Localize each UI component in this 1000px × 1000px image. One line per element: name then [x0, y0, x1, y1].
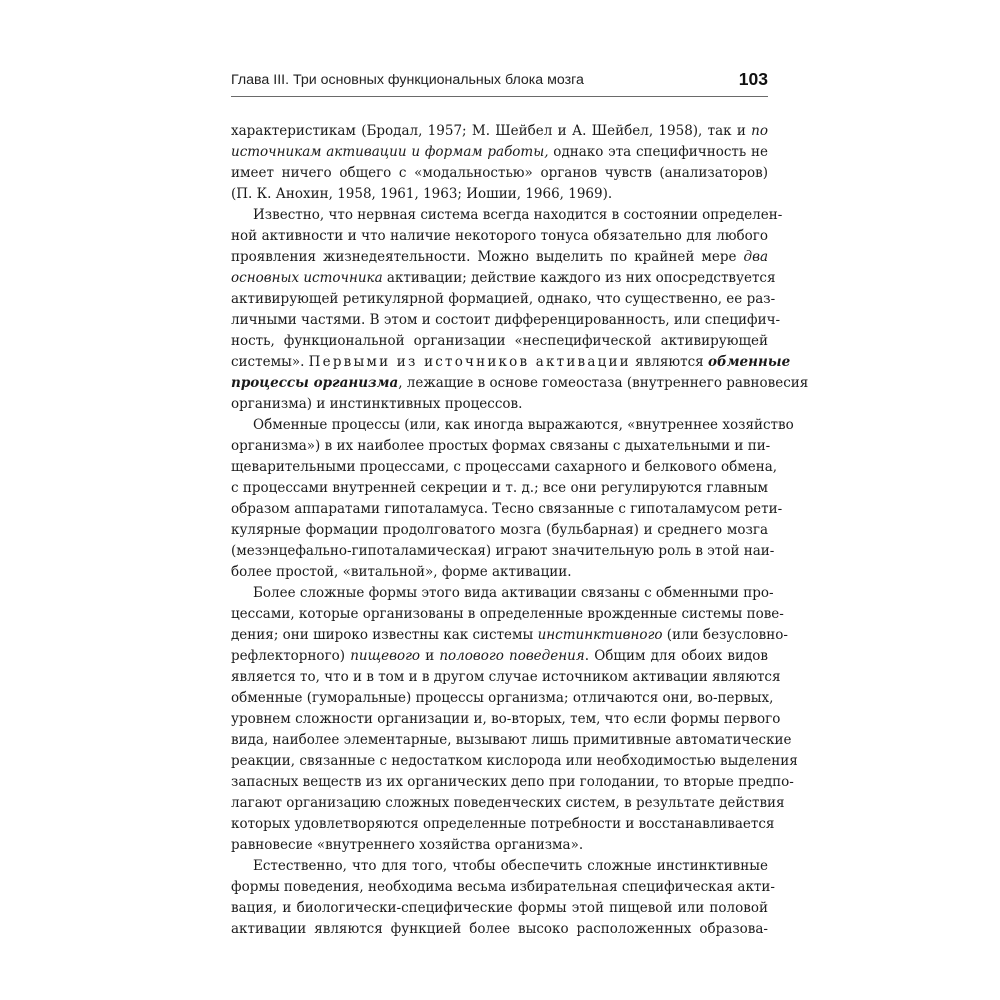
text-run: имеет ничего общего с «модальностью» органов чувств (анализаторов)	[231, 165, 768, 181]
text-run: проявления жизнедеятельности. Можно выделить по крайней мере	[231, 249, 744, 265]
text-run: которых удовлетворяются определенные потребности и восстанавливается	[231, 816, 775, 832]
text-run: формы поведения, необходима весьма избирательная специфическая акти-	[231, 879, 775, 895]
text-run: активации; действие каждого из них опосредствуется	[382, 270, 776, 286]
text-run: дения; они широко известны как системы	[231, 627, 538, 643]
emphasis-text: пищевого	[350, 648, 421, 664]
text-line	[231, 268, 776, 289]
text-run: . Общим для обоих видов	[584, 648, 768, 664]
paragraph	[231, 583, 798, 856]
emphasis-text: Первыми из источников активации	[308, 354, 631, 370]
text-line	[231, 478, 768, 499]
text-line	[231, 142, 768, 163]
text-line	[231, 205, 783, 226]
text-run: Естественно, что для того, чтобы обеспечить сложные инстинктивные	[253, 858, 768, 874]
text-run: кулярные формации продолговатого мозга (бульбарная) и среднего мозга	[231, 522, 768, 538]
text-run: активирующей ретикулярной формацией, однако, что существенно, ее раз-	[231, 291, 776, 307]
text-run: вида, наиболее элементарные, вызывают лишь примитивные автоматические	[231, 732, 792, 748]
emphasis-text: процессы организма	[231, 375, 399, 391]
text-run: образом аппаратами гипоталамуса. Тесно связанные с гипоталамусом рети-	[231, 501, 783, 517]
text-run: Известно, что нервная система всегда находится в состоянии определен-	[253, 207, 783, 223]
text-run: уровнем сложности организации и, во-вторых, тем, что если формы первого	[231, 711, 781, 727]
text-line	[231, 121, 768, 142]
text-run: системы».	[231, 354, 309, 370]
text-run: лагают организацию сложных поведенческих систем, в результате действия	[231, 795, 785, 811]
text-run: личными частями. В этом и состоит дифференцированность, или специфич-	[231, 312, 781, 328]
text-line	[231, 772, 794, 793]
text-line	[231, 751, 798, 772]
text-line	[231, 856, 768, 877]
text-line	[231, 163, 768, 184]
emphasis-text: инстинктивного	[537, 627, 663, 643]
text-line	[231, 499, 783, 520]
text-run: равновесие «внутреннего хозяйства организма».	[231, 837, 584, 853]
emphasis-text: два	[743, 249, 768, 265]
text-run: является то, что и в том и в другом случае источником активации являются	[231, 669, 781, 685]
text-run: (П. К. Анохин, 1958, 1961, 1963; Иошии, 1966, 1969).	[231, 186, 613, 202]
text-line	[231, 646, 768, 667]
text-line	[231, 562, 768, 583]
text-run: активации являются функцией более высоко расположенных образова-	[231, 921, 768, 937]
emphasis-text: по	[751, 123, 768, 139]
text-run: запасных веществ из их органических депо при голодании, то вторые предпо-	[231, 774, 794, 790]
text-run: Более сложные формы этого вида активации связаны с обменными про-	[253, 585, 774, 601]
text-run: более простой, «витальной», форме активации.	[231, 564, 572, 580]
text-run: вация, и биологически-специфические формы этой пищевой или половой	[231, 900, 768, 916]
emphasis-text: основных источника	[231, 270, 383, 286]
text-line	[231, 604, 784, 625]
emphasis-text: обменные	[707, 354, 791, 370]
text-line	[231, 709, 781, 730]
text-run: и	[420, 648, 440, 664]
text-run: , лежащие в основе гомеостаза (внутреннего равновесия	[398, 375, 809, 391]
text-line	[231, 247, 768, 268]
text-run: ной активности и что наличие некоторого тонуса обязательно для любого	[231, 228, 768, 244]
emphasis-text: полового поведения	[439, 648, 585, 664]
paragraph	[231, 205, 809, 415]
emphasis-text: источникам активации и формам работы,	[231, 144, 549, 160]
body-text	[231, 121, 809, 940]
text-run: однако эта специфичность не	[548, 144, 768, 160]
text-line	[231, 667, 781, 688]
text-run: реакции, связанные с недостатком кислорода или необходимостью выделения	[231, 753, 798, 769]
text-line	[231, 730, 792, 751]
text-run: обменные (гуморальные) процессы организма; отличаются они, во-первых,	[231, 690, 774, 706]
text-line	[231, 184, 768, 205]
text-line	[231, 310, 781, 331]
text-line	[231, 835, 768, 856]
text-line	[231, 331, 768, 352]
text-run: организма») в их наиболее простых формах связаны с дыхательными и пи-	[231, 438, 771, 454]
text-line	[231, 898, 768, 919]
chapter-title: Глава III. Три основных функциональных блока мозга	[231, 72, 584, 88]
text-line	[231, 583, 774, 604]
text-line	[231, 457, 778, 478]
text-line	[231, 436, 771, 457]
text-line	[231, 793, 785, 814]
text-line	[231, 226, 768, 247]
text-run: цессами, которые организованы в определенные врожденные системы пове-	[231, 606, 784, 622]
text-run: характеристикам (Бродал, 1957; М. Шейбел и А. Шейбел, 1958), так и	[231, 123, 752, 139]
text-run: с процессами внутренней секреции и т. д.; все они регулируются главным	[231, 480, 768, 496]
page-number: 103	[738, 69, 768, 89]
text-line	[231, 520, 768, 541]
text-line	[231, 625, 788, 646]
text-line	[231, 688, 774, 709]
text-line	[231, 919, 768, 940]
text-run: щеварительными процессами, с процессами сахарного и белкового обмена,	[231, 459, 778, 475]
text-line	[231, 373, 809, 394]
paragraph	[231, 415, 794, 583]
text-run: рефлекторного)	[231, 648, 351, 664]
text-line	[231, 814, 775, 835]
running-head	[231, 68, 768, 97]
text-run: являются	[630, 354, 708, 370]
text-line	[231, 289, 776, 310]
text-run: ность, функциональной организации «неспецифической активирующей	[231, 333, 768, 349]
text-line	[231, 394, 768, 415]
paragraph	[231, 856, 775, 940]
text-line	[231, 541, 775, 562]
text-run: (или безусловно-	[662, 627, 788, 643]
text-run: (мезэнцефально-гипоталамическая) играют значительную роль в этой наи-	[231, 543, 775, 559]
text-run: Обменные процессы (или, как иногда выражаются, «внутреннее хозяйство	[253, 417, 794, 433]
text-run: организма) и инстинктивных процессов.	[231, 396, 523, 412]
text-line	[231, 877, 775, 898]
text-line	[231, 352, 791, 373]
text-line	[231, 415, 794, 436]
paragraph	[231, 121, 768, 205]
